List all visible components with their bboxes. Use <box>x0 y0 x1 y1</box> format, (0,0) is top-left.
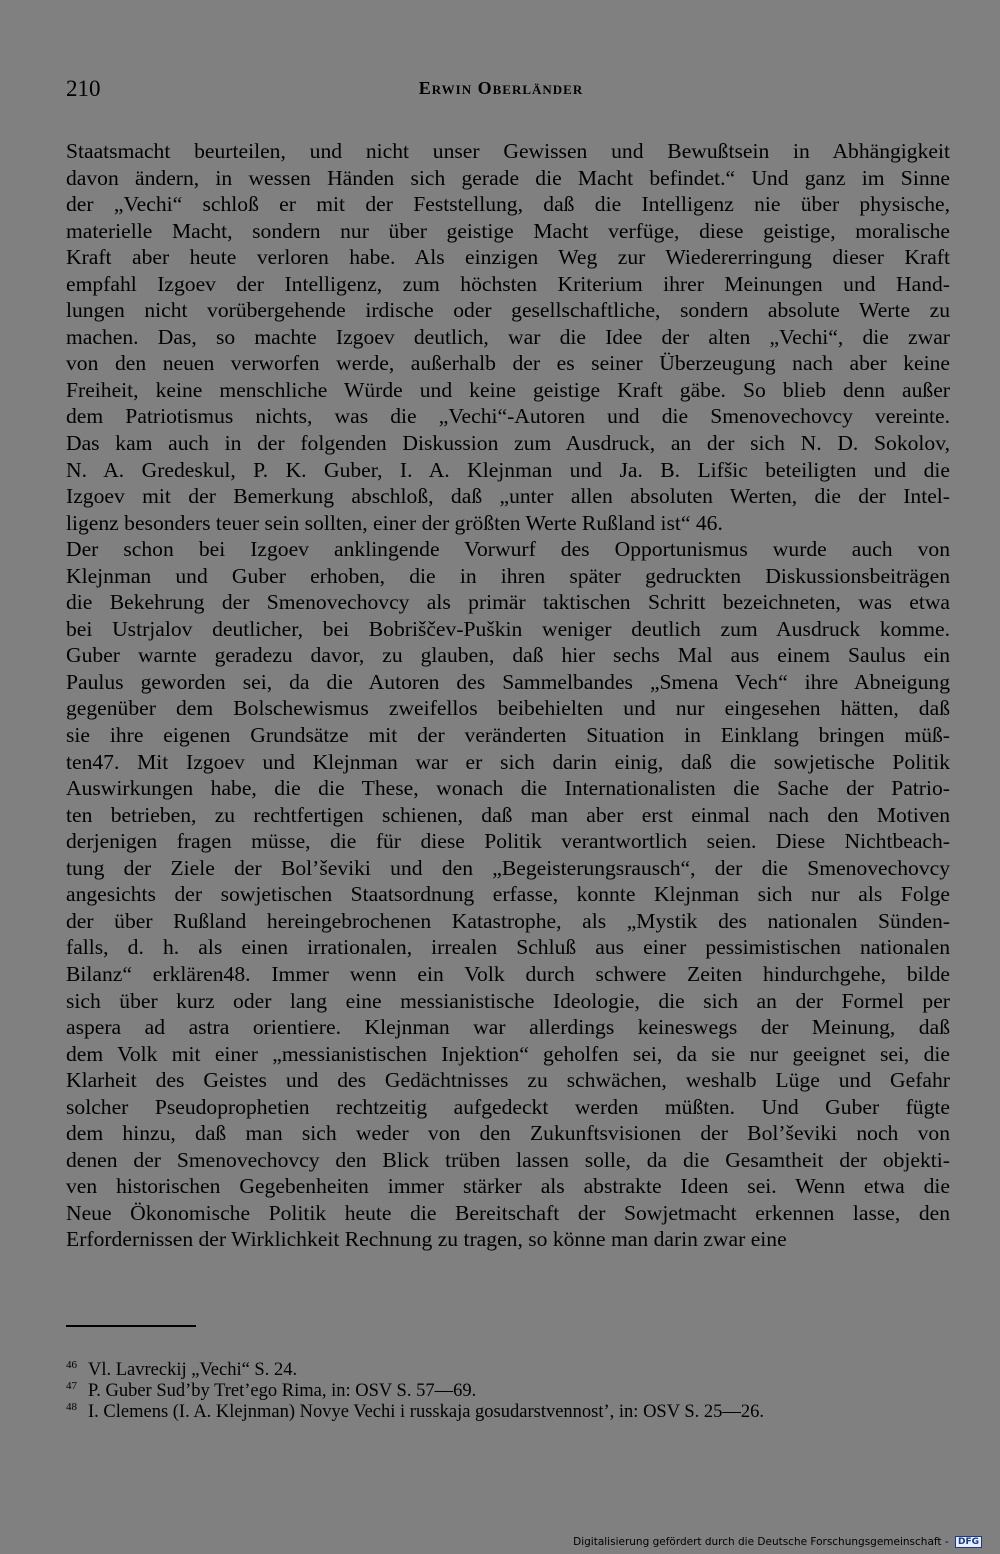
footnote-text: Vl. Lavreckij „Vechi“ S. 24. <box>88 1360 298 1380</box>
digitization-credit <box>573 1536 982 1548</box>
text-line: von den neuen verworfen werde, außerhalb der es seiner Überzeugung nach aber keine <box>66 351 950 376</box>
text-line: Auswirkungen habe, die die These, wonach die Internationalisten die Sache der Patrio- <box>66 776 950 801</box>
text-line: derjenigen fragen müsse, die für diese Politik verantwortlich seien. Diese Nichtbeach- <box>66 829 950 854</box>
footnote: 46 Vl. Lavreckij „Vechi“ S. 24. <box>66 1358 298 1380</box>
text-line: angesichts der sowjetischen Staatsordnung erfasse, konnte Klejnman sich nur als Folge <box>66 882 950 907</box>
text-line: falls, d. h. als einen irrationalen, irrealen Schluß aus einer pessimistischen nationalen <box>66 935 950 960</box>
running-head: Erwin Oberländer <box>418 78 584 98</box>
credit-text: Digitalisierung gefördert durch die Deutsche Forschungsgemeinschaft - <box>573 1536 949 1548</box>
body-text <box>66 138 950 1253</box>
text-line: Kraft aber heute verloren habe. Als einzigen Weg zur Wiedererringung dieser Kraft <box>66 245 950 270</box>
text-line: Das kam auch in der folgenden Diskussion zum Ausdruck, an der sich N. D. Sokolov, <box>66 431 950 456</box>
text-line: sich über kurz oder lang eine messianistische Ideologie, die sich an der Formel per <box>66 988 950 1013</box>
footnote: 47 P. Guber Sud’by Tret’ego Rima, in: OSV S. 57—69. <box>66 1379 477 1401</box>
text-line: machen. Das, so machte Izgoev deutlich, war die Idee der alten „Vechi“, die zwar <box>66 324 950 349</box>
text-line: dem Patriotismus nichts, was die „Vechi“-Autoren und die Smenovechovcy vereinte. <box>66 404 950 429</box>
text-line: ven historischen Gegebenheiten immer stärker als abstrakte Ideen sei. Wenn etwa die <box>66 1174 950 1199</box>
text-line: Freiheit, keine menschliche Würde und keine geistige Kraft gäbe. So blieb denn außer <box>66 377 950 402</box>
text-line: materielle Macht, sondern nur über geistige Macht verfüge, diese geistige, moralische <box>66 218 950 243</box>
text-line: Guber warnte geradezu davor, zu glauben, daß hier sechs Mal aus einem Saulus ein <box>66 643 950 668</box>
text-line: dem Volk mit einer „messianistischen Injektion“ geholfen sei, da sie nur geeignet sei, die <box>66 1041 950 1066</box>
text-line: Klejnman und Guber erhoben, die in ihren später gedruckten Diskussionsbeiträgen <box>66 563 950 588</box>
dfg-logo: DFG <box>955 1536 982 1548</box>
text-line: ligenz besonders teuer sein sollten, einer der größten Werte Rußland ist“ 46. <box>66 510 723 535</box>
text-line: Paulus geworden sei, da die Autoren des Sammelbandes „Smena Vech“ ihre Abneigung <box>66 669 950 694</box>
text-line: der „Vechi“ schloß er mit der Feststellung, daß die Intelligenz nie über physische, <box>66 192 950 217</box>
footnotes <box>66 1360 950 1423</box>
text-line: Neue Ökonomische Politik heute die Bereitschaft der Sowjetmacht erkennen lasse, den <box>66 1200 950 1225</box>
text-line: Der schon bei Izgoev anklingende Vorwurf des Opportunismus wurde auch von <box>66 537 950 562</box>
text-line: Erfordernissen der Wirklichkeit Rechnung zu tragen, so könne man darin zwar eine <box>66 1227 787 1252</box>
text-line: ten47. Mit Izgoev und Klejnman war er sich darin einig, daß die sowjetische Politik <box>66 749 950 774</box>
text-line: tung der Ziele der Bol’ševiki und den „Begeisterungsrausch“, der die Smenovechovcy <box>66 855 950 880</box>
page-number: 210 <box>66 76 101 101</box>
page-header <box>66 76 936 106</box>
text-line: solcher Pseudoprophetien rechtzeitig aufgedeckt werden müßten. Und Guber fügte <box>66 1094 950 1119</box>
text-line: denen der Smenovechovcy den Blick trüben lassen solle, da die Gesamtheit der objekti- <box>66 1147 950 1172</box>
text-line: Izgoev mit der Bemerkung abschloß, daß „unter allen absoluten Werten, die der Intel- <box>66 484 950 509</box>
text-line: die Bekehrung der Smenovechovcy als primär taktischen Schritt bezeichneten, was etwa <box>66 590 950 615</box>
text-line: empfahl Izgoev der Intelligenz, zum höchsten Kriterium ihrer Meinungen und Hand- <box>66 271 950 296</box>
footnote-rule <box>66 1325 196 1327</box>
text-line: N. A. Gredeskul, P. K. Guber, I. A. Klejnman und Ja. B. Lifšic beteiligten und die <box>66 457 950 482</box>
text-line: Staatsmacht beurteilen, und nicht unser Gewissen und Bewußtsein in Abhängigkeit <box>66 139 950 163</box>
text-line: ten betrieben, zu rechtfertigen schienen, daß man aber erst einmal nach den Motiven <box>66 802 950 827</box>
text-line: Klarheit des Geistes und des Gedächtnisses zu schwächen, weshalb Lüge und Gefahr <box>66 1068 950 1093</box>
footnote-text: I. Clemens (I. A. Klejnman) Novye Vechi i russkaja gosudarstvennost’, in: OSV S. 25—26. <box>88 1402 765 1422</box>
text-line: lungen nicht vorübergehende irdische oder gesellschaftliche, sondern absolute Werte zu <box>66 298 950 323</box>
text-line: der über Rußland hereingebrochenen Katastrophe, als „Mystik des nationalen Sünden- <box>66 908 950 933</box>
text-line: davon ändern, in wessen Händen sich gerade die Macht befindet.“ Und ganz im Sinne <box>66 165 950 190</box>
text-line: dem hinzu, daß man sich weder von den Zukunftsvisionen der Bol’ševiki noch von <box>66 1121 950 1146</box>
footnote: 48 I. Clemens (I. A. Klejnman) Novye Vechi i russkaja gosudarstvennost’, in: OSV S. 25—26. <box>66 1400 765 1422</box>
text-line: bei Ustrjalov deutlicher, bei Bobriščev-Puškin weniger deutlich zum Ausdruck komme. <box>66 616 950 641</box>
footnote-text: P. Guber Sud’by Tret’ego Rima, in: OSV S. 57—69. <box>88 1381 477 1401</box>
text-line: aspera ad astra orientiere. Klejnman war allerdings keineswegs der Meinung, daß <box>66 1015 950 1040</box>
text-line: gegenüber dem Bolschewismus zweifellos beibehielten und nur eingesehen hätten, daß <box>66 696 950 721</box>
text-line: sie ihre eigenen Grundsätze mit der veränderten Situation in Einklang bringen müß- <box>66 723 950 748</box>
text-line: Bilanz“ erklären48. Immer wenn ein Volk durch schwere Zeiten hindurchgehe, bilde <box>66 961 950 986</box>
